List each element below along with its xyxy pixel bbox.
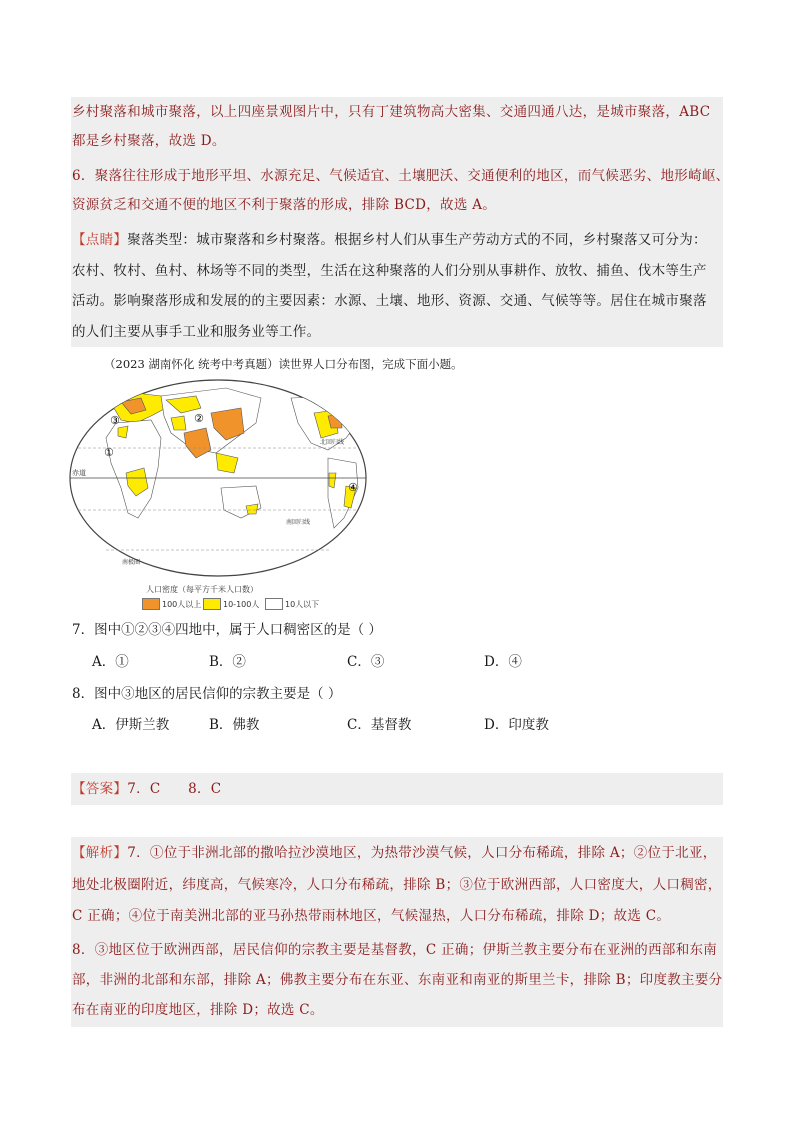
q7-option-a[interactable]: A．① (92, 654, 129, 670)
legend-swatch-dense (142, 598, 160, 610)
q8-option-a[interactable]: A．伊斯兰教 (92, 717, 170, 733)
q8-option-d[interactable]: D．印度教 (484, 717, 549, 733)
q7-stem: 7．图中①②③④四地中，属于人口稠密区的是（ ） (72, 622, 382, 638)
marker-1: ① (104, 446, 114, 459)
analysis-line-6: 布在南亚的印度地区，排除 D；故选 C。 (72, 1002, 324, 1018)
legend-swatch-sparse (265, 598, 283, 610)
q6-explain-line-1: 6．聚落往往形成于地形平坦、水源充足、气候适宜、土壤肥沃、交通便利的地区，而气候恶劣、地形崎岖、 (72, 168, 730, 184)
legend-title: 人口密度（每平方千米人口数） (146, 585, 258, 594)
analysis-line-2: 地处北极圈附近，纬度高，气候寒冷，人口分布稀疏，排除 B；③位于欧洲西部，人口密度大，人口稠密， (72, 877, 722, 893)
answer-text: 7．C 8．C (127, 781, 222, 797)
legend-label-medium: 10-100人 (223, 599, 260, 609)
q6-explain-line-2: 资源贫乏和交通不便的地区不利于聚落的形成，排除 BCD，故选 A。 (72, 197, 497, 213)
tropic-north-label: 北回归线 (320, 439, 345, 446)
legend-item-dense (142, 598, 201, 610)
marker-3: ③ (110, 414, 120, 427)
legend-item-medium (203, 598, 259, 610)
middle-east-pop (171, 416, 186, 430)
tip-line-3: 活动。影响聚落形成和发展的的主要因素：水源、土壤、地形、资源、交通、气候等等。居住在城市聚落 (72, 293, 707, 309)
analysis-line-5: 部，非洲的北部和东部，排除 A；佛教主要分布在东亚、东南亚和南亚的斯里兰卡，排除 B；印度教主要分 (72, 972, 723, 988)
q7-option-c[interactable]: C．③ (347, 654, 385, 670)
nw-africa-pop (118, 426, 128, 438)
tip-line-1 (72, 230, 707, 250)
analysis-text-1: 7．①位于非洲北部的撒哈拉沙漠地区，为热带沙漠气候，人口分布稀疏，排除 A；②位于北亚， (127, 845, 717, 861)
equator-label: 赤道 (72, 469, 86, 477)
analysis-line-1 (72, 843, 717, 863)
polar-south-label: 南极圈 (122, 559, 141, 566)
tip-text-1: 聚落类型：城市聚落和乡村聚落。根据乡村人们从事生产劳动方式的不同，乡村聚落又可分为： (127, 232, 707, 248)
q8-option-c[interactable]: C．基督教 (347, 717, 412, 733)
map-svg (66, 378, 371, 614)
answer-label: 【答案】 (72, 781, 128, 797)
marker-4: ④ (348, 481, 358, 494)
answer-line (72, 779, 221, 799)
q7-option-b[interactable]: B．② (209, 654, 246, 670)
analysis-block (71, 837, 723, 1027)
settlement-line-1: 乡村聚落和城市聚落，以上四座景观图片中，只有丁建筑物高大密集、交通四通八达，是城市聚落，ABC (72, 104, 711, 120)
world-population-map (66, 378, 371, 614)
q7-option-d[interactable]: D．④ (484, 654, 522, 670)
marker-2: ② (194, 412, 204, 425)
tip-label: 【点睛】 (72, 232, 128, 248)
legend-item-sparse (265, 598, 319, 610)
analysis-line-3: C 正确；④位于南美洲北部的亚马孙热带雨林地区，气候湿热，人口分布稀疏，排除 D；故选 C。 (72, 908, 671, 924)
q8-option-b[interactable]: B．佛教 (209, 717, 260, 733)
tip-line-4: 的人们主要从事手工业和服务业等工作。 (72, 324, 321, 340)
analysis-line-4: 8．③地区位于欧洲西部，居民信仰的宗教主要是基督教，C 正确；伊斯兰教主要分布在亚洲的西部和东南 (72, 942, 718, 958)
tropic-south-label: 南回归线 (286, 519, 311, 526)
analysis-label: 【解析】 (72, 845, 128, 861)
legend-label-sparse: 10人以下 (285, 599, 320, 609)
legend-swatch-medium (203, 598, 221, 610)
q8-stem: 8．图中③地区的居民信仰的宗教主要是（ ） (72, 686, 342, 702)
question-caption: （2023 湖南怀化 统考中考真题）读世界人口分布图，完成下面小题。 (104, 357, 463, 371)
settlement-line-2: 都是乡村聚落，故选 D。 (72, 133, 226, 149)
se-australia-pop (246, 504, 258, 514)
legend-label-dense: 100人以上 (162, 599, 202, 609)
tip-line-2: 农村、牧村、鱼村、林场等不同的类型，生活在这种聚落的人们分别从事耕作、放牧、捕鱼、伐木等生产 (72, 263, 707, 279)
